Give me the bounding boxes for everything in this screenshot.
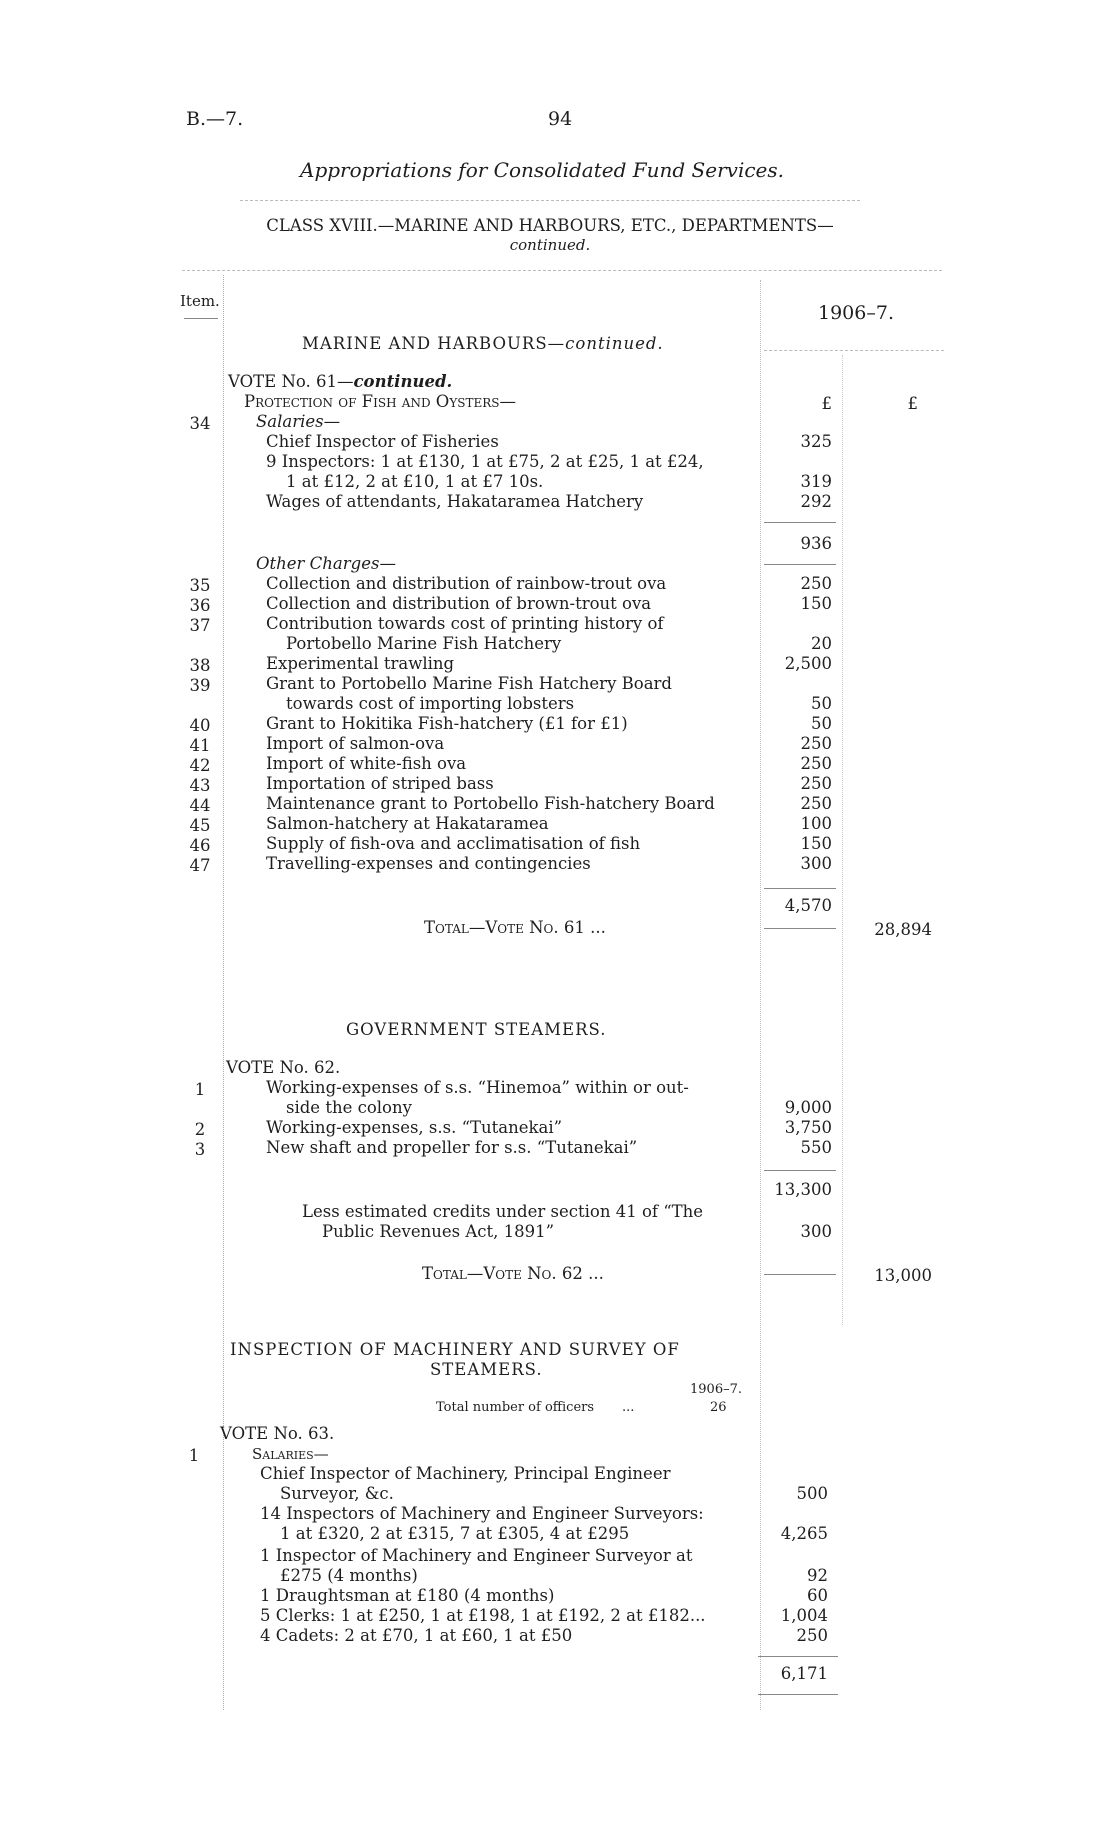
amount: 50 bbox=[811, 714, 832, 733]
item-number: 40 bbox=[189, 716, 211, 735]
amount: 1,004 bbox=[780, 1606, 828, 1625]
document-reference: B.—7. bbox=[186, 108, 244, 130]
line-item-text: Chief Inspector of Fisheries bbox=[266, 432, 499, 451]
credits-text: Less estimated credits under section 41 of “The bbox=[302, 1202, 704, 1221]
item-number: 44 bbox=[189, 796, 211, 815]
subtotal-rule bbox=[764, 888, 836, 889]
line-item-text: Experimental trawling bbox=[266, 654, 455, 673]
section-heading-steamers: GOVERNMENT STEAMERS. bbox=[346, 1020, 607, 1039]
line-item-text: Importation of striped bass bbox=[266, 774, 494, 793]
line-item-text: 4 Cadets: 2 at £70, 1 at £60, 1 at £50 bbox=[260, 1626, 573, 1645]
year-header: 1906–7. bbox=[818, 302, 894, 324]
amount: 325 bbox=[800, 432, 832, 451]
vote-61-total: 28,894 bbox=[874, 920, 932, 939]
amount: 92 bbox=[807, 1566, 828, 1585]
line-item-text: Grant to Portobello Marine Fish Hatchery Board bbox=[266, 674, 672, 693]
line-item-text: New shaft and propeller for s.s. “Tutanekai” bbox=[266, 1138, 638, 1157]
amount: 60 bbox=[807, 1586, 828, 1605]
item-number: 37 bbox=[189, 616, 211, 635]
line-item-text: Import of white-fish ova bbox=[266, 754, 467, 773]
amount: 250 bbox=[800, 734, 832, 753]
subtotal-rule bbox=[758, 1656, 838, 1657]
amount: 250 bbox=[800, 574, 832, 593]
officers-count: 26 bbox=[710, 1400, 727, 1415]
item-number: 41 bbox=[189, 736, 211, 755]
item-number: 36 bbox=[189, 596, 211, 615]
line-item-text: Maintenance grant to Portobello Fish-hatchery Board bbox=[266, 794, 715, 813]
total-rule bbox=[764, 1274, 836, 1275]
subtotal-amount: 936 bbox=[800, 534, 832, 553]
item-number: 3 bbox=[194, 1140, 206, 1159]
amount: 50 bbox=[811, 694, 832, 713]
other-charges-label: Other Charges— bbox=[256, 554, 396, 573]
salaries-label: Salaries— bbox=[252, 1445, 329, 1463]
vote-63-label: VOTE No. 63. bbox=[220, 1424, 335, 1443]
line-item-text: 1 Draughtsman at £180 (4 months) bbox=[260, 1586, 555, 1605]
amount: 250 bbox=[800, 754, 832, 773]
line-item-text: £275 (4 months) bbox=[280, 1566, 418, 1585]
subhead-fish-oysters: Protection of Fish and Oysters— bbox=[244, 392, 516, 411]
section-heading-marine: MARINE AND HARBOURS—continued. bbox=[302, 334, 664, 353]
line-item-text: 1 Inspector of Machinery and Engineer Surveyor at bbox=[260, 1546, 693, 1565]
amount: 292 bbox=[800, 492, 832, 511]
item-number: 46 bbox=[189, 836, 211, 855]
line-item-text: towards cost of importing lobsters bbox=[286, 694, 575, 713]
subtotal-rule bbox=[758, 1694, 838, 1695]
item-number: 43 bbox=[189, 776, 211, 795]
item-number: 1 bbox=[194, 1080, 206, 1099]
subtotal-rule bbox=[764, 564, 836, 565]
line-item-text: 9 Inspectors: 1 at £130, 1 at £75, 2 at £25, 1 at £24, bbox=[266, 452, 704, 471]
item-number: 1 bbox=[188, 1446, 200, 1465]
line-item-text: Grant to Hokitika Fish-hatchery (£1 for £1) bbox=[266, 714, 628, 733]
amount: 4,265 bbox=[780, 1524, 828, 1543]
amount: 300 bbox=[800, 854, 832, 873]
line-item-text: Wages of attendants, Hakataramea Hatchery bbox=[266, 492, 644, 511]
amount: 150 bbox=[800, 594, 832, 613]
line-item-text: Contribution towards cost of printing history of bbox=[266, 614, 664, 633]
amount: 9,000 bbox=[784, 1098, 832, 1117]
divider bbox=[240, 200, 860, 201]
item-column-rule bbox=[223, 275, 224, 1710]
vote-62-total: 13,000 bbox=[874, 1266, 932, 1285]
total-label: Total—Vote No. 62 ... bbox=[422, 1264, 604, 1283]
total-column-rule bbox=[842, 355, 843, 1325]
section-heading-inspection-cont: STEAMERS. bbox=[430, 1360, 543, 1379]
amount: 319 bbox=[800, 472, 832, 491]
divider bbox=[182, 270, 942, 271]
line-item-text: side the colony bbox=[286, 1098, 412, 1117]
amount: 500 bbox=[796, 1484, 828, 1503]
line-item-text: Collection and distribution of rainbow-trout ova bbox=[266, 574, 667, 593]
line-item-text: Working-expenses, s.s. “Tutanekai” bbox=[266, 1118, 563, 1137]
line-item-text: 14 Inspectors of Machinery and Engineer Surveyors: bbox=[260, 1504, 704, 1523]
total-rule bbox=[764, 928, 836, 929]
amount: 100 bbox=[800, 814, 832, 833]
credits-text: Public Revenues Act, 1891” bbox=[322, 1222, 555, 1241]
divider bbox=[184, 318, 218, 319]
item-column-header: Item. bbox=[180, 292, 220, 310]
vote-61-label: VOTE No. 61—continued. bbox=[228, 372, 453, 391]
item-number: 2 bbox=[194, 1120, 206, 1139]
line-item-text: Working-expenses of s.s. “Hinemoa” within or out- bbox=[266, 1078, 689, 1097]
divider bbox=[764, 350, 944, 351]
line-item-text: Import of salmon-ova bbox=[266, 734, 445, 753]
section-heading-inspection: INSPECTION OF MACHINERY AND SURVEY OF bbox=[230, 1340, 680, 1359]
page-number: 94 bbox=[548, 108, 573, 130]
amount: 250 bbox=[800, 774, 832, 793]
amount: 150 bbox=[800, 834, 832, 853]
item-number: 38 bbox=[189, 656, 211, 675]
item-number: 35 bbox=[189, 576, 211, 595]
amount: 550 bbox=[800, 1138, 832, 1157]
line-item-text: 1 at £320, 2 at £315, 7 at £305, 4 at £295 bbox=[280, 1524, 630, 1543]
amount: 20 bbox=[811, 634, 832, 653]
line-item-text: Chief Inspector of Machinery, Principal Engineer bbox=[260, 1464, 671, 1483]
pound-symbol: £ bbox=[907, 394, 918, 413]
item-number: 34 bbox=[189, 414, 211, 433]
subtotal-amount: 4,570 bbox=[784, 896, 832, 915]
subtotal-rule bbox=[764, 522, 836, 523]
amount: 250 bbox=[800, 794, 832, 813]
subtotal-amount: 6,171 bbox=[780, 1664, 828, 1683]
officers-year: 1906–7. bbox=[690, 1382, 742, 1397]
line-item-text: Salmon-hatchery at Hakataramea bbox=[266, 814, 549, 833]
line-item-text: 1 at £12, 2 at £10, 1 at £7 10s. bbox=[286, 472, 544, 491]
amount: 3,750 bbox=[784, 1118, 832, 1137]
item-number: 39 bbox=[189, 676, 211, 695]
line-item-text: Travelling-expenses and contingencies bbox=[266, 854, 591, 873]
amount: 250 bbox=[796, 1626, 828, 1645]
officers-label: Total number of officers bbox=[436, 1400, 595, 1415]
line-item-text: Collection and distribution of brown-trout ova bbox=[266, 594, 652, 613]
class-title-continued: continued. bbox=[509, 236, 591, 254]
subtotal-amount: 13,300 bbox=[774, 1180, 832, 1199]
class-title: CLASS XVIII.—MARINE AND HARBOURS, ETC., DEPARTMENTS— bbox=[266, 216, 834, 235]
amount: 300 bbox=[800, 1222, 832, 1241]
leader-dots: ... bbox=[622, 1400, 635, 1415]
salaries-label: Salaries— bbox=[256, 412, 341, 431]
subtotal-rule bbox=[764, 1170, 836, 1171]
item-number: 45 bbox=[189, 816, 211, 835]
item-number: 42 bbox=[189, 756, 211, 775]
line-item-text: Surveyor, &c. bbox=[280, 1484, 394, 1503]
line-item-text: Supply of fish-ova and acclimatisation of fish bbox=[266, 834, 641, 853]
total-label: Total—Vote No. 61 ... bbox=[424, 918, 606, 937]
line-item-text: Portobello Marine Fish Hatchery bbox=[286, 634, 562, 653]
vote-62-label: VOTE No. 62. bbox=[226, 1058, 341, 1077]
pound-symbol: £ bbox=[821, 394, 832, 413]
item-number: 47 bbox=[189, 856, 211, 875]
line-item-text: 5 Clerks: 1 at £250, 1 at £198, 1 at £192, 2 at £182... bbox=[260, 1606, 706, 1625]
amount: 2,500 bbox=[784, 654, 832, 673]
page-title: Appropriations for Consolidated Fund Services. bbox=[300, 158, 785, 182]
